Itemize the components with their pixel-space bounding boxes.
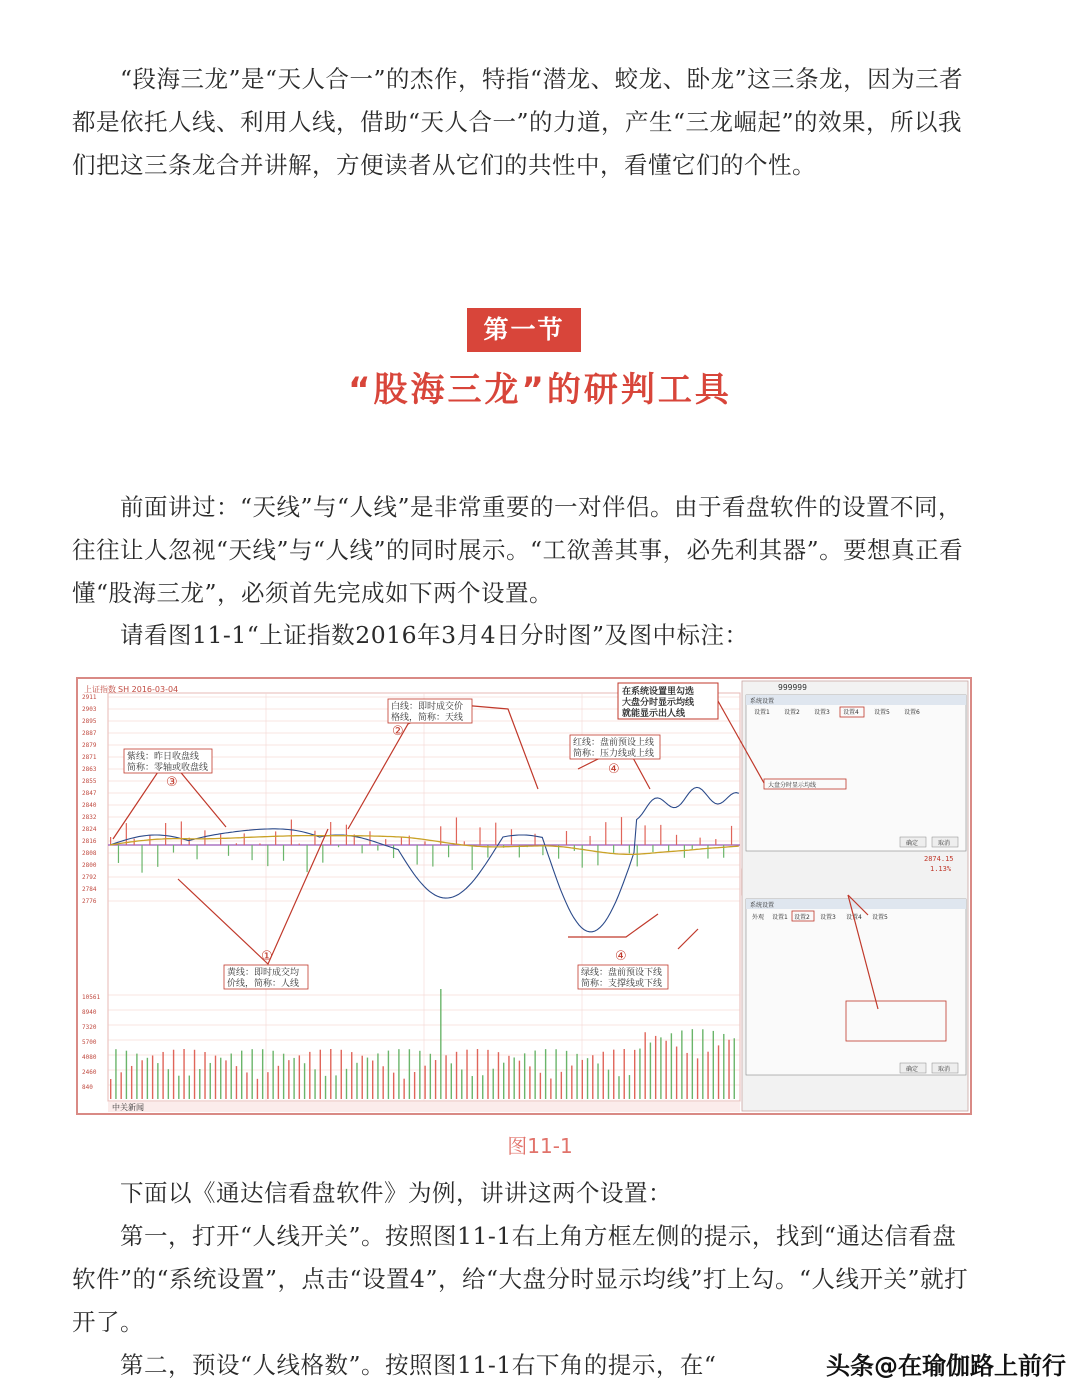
volume-bar	[697, 1058, 698, 1099]
volume-bar	[445, 1055, 446, 1099]
note-4-line-a: 红线：盘前预设上线	[573, 738, 655, 748]
note-1-number: ①	[261, 949, 273, 964]
note-4-line-b: 简称：压力线或上线	[573, 749, 655, 759]
volume-bar	[440, 989, 441, 1099]
y-tick: 2871	[82, 754, 97, 761]
volume-bar	[686, 1053, 687, 1099]
momentum-bar	[731, 826, 732, 845]
stock-code: 999999	[778, 683, 807, 692]
volume-bar	[152, 1056, 153, 1099]
volume-bar	[456, 1052, 457, 1099]
momentum-bar	[393, 845, 394, 858]
volume-bar	[183, 1049, 184, 1099]
dialog-bottom-tab[interactable]: 设置5	[872, 914, 888, 921]
dialog-top-tab[interactable]: 设置3	[814, 709, 830, 716]
y-tick: 2847	[82, 790, 97, 797]
momentum-bar	[118, 845, 119, 863]
momentum-bar	[637, 845, 638, 866]
volume-bar	[582, 1060, 583, 1099]
volume-bar	[671, 1033, 672, 1099]
hint-top-line-a: 在系统设置里勾选	[622, 687, 695, 697]
y-tick: 2832	[82, 814, 97, 821]
dialog-bottom-cancel[interactable]: 取消	[938, 1066, 951, 1073]
volume-bar	[419, 1051, 420, 1099]
side-value-2: 1.13%	[930, 865, 952, 873]
volume-bar	[629, 1075, 630, 1099]
volume-bar	[168, 1069, 169, 1099]
volume-bar	[707, 1052, 708, 1099]
note-1-line-a: 黄线：即时成交均	[227, 968, 300, 978]
y-tick: 2895	[82, 718, 97, 725]
volume-bar	[624, 1049, 625, 1099]
volume-bar	[545, 1049, 546, 1099]
volume-bar	[424, 1066, 425, 1099]
volume-bar	[314, 1069, 315, 1099]
momentum-bar	[228, 845, 229, 856]
paragraph-tools-intro: 前面讲过：“天线”与“人线”是非常重要的一对伴侣。由于看盘软件的设置不同，往往让人忽视“天线”与“人线”的同时展示。“工欲善其事，必先利其器”。要想真正看懂“股海三龙”，必须首先完成如下两个设置。	[72, 493, 964, 607]
volume-bar	[613, 1050, 614, 1099]
volume-bar	[325, 1076, 326, 1099]
volume-bar	[362, 1056, 363, 1099]
hint-top-line-b: 大盘分时显示均线	[622, 698, 695, 708]
volume-bar	[639, 1049, 640, 1099]
side-value-1: 2874.15	[924, 855, 954, 863]
volume-bar	[493, 1069, 494, 1099]
volume-bar	[262, 1049, 263, 1099]
volume-bar	[126, 1051, 127, 1099]
momentum-bar	[621, 817, 622, 845]
y-tick: 2840	[82, 802, 97, 809]
volume-bar	[309, 1052, 310, 1099]
volume-bar	[288, 1060, 289, 1099]
volume-bar	[351, 1052, 352, 1099]
momentum-bar	[511, 829, 512, 845]
volume-bar	[157, 1063, 158, 1099]
momentum-bar	[110, 837, 111, 845]
y-tick: 2792	[82, 874, 97, 881]
volume-bar	[136, 1054, 137, 1099]
volume-bar	[147, 1058, 148, 1099]
volume-bar	[644, 1032, 645, 1099]
volume-bar	[299, 1055, 300, 1099]
momentum-bar	[401, 837, 402, 845]
y-tick: 2776	[82, 898, 97, 905]
momentum-bar	[299, 844, 300, 845]
momentum-bar	[314, 831, 315, 845]
dialog-bottom-tab-active[interactable]: 设置2	[794, 914, 810, 921]
volume-bar	[498, 1052, 499, 1099]
volume-bar	[713, 1031, 714, 1099]
volume-bar	[367, 1058, 368, 1099]
volume-bar	[728, 1040, 729, 1099]
volume-bar	[267, 1072, 268, 1099]
paragraph-software-example: 下面以《通达信看盘软件》为例，讲讲这两个设置：	[120, 1179, 672, 1207]
volume-bar	[723, 1034, 724, 1099]
dialog-top-title: 系统设置	[750, 698, 775, 705]
volume-bar	[115, 1049, 116, 1099]
momentum-bar	[700, 838, 701, 845]
y-tick: 2911	[82, 694, 97, 701]
volume-bar	[225, 1060, 226, 1099]
momentum-bar	[456, 818, 457, 845]
volume-bar	[534, 1051, 535, 1099]
vol-tick: 2460	[82, 1069, 97, 1076]
volume-bar	[131, 1066, 132, 1099]
volume-bar	[576, 1054, 577, 1099]
momentum-bar	[330, 822, 331, 845]
momentum-bar	[338, 845, 339, 847]
y-tick: 2903	[82, 706, 97, 713]
volume-bar	[529, 1066, 530, 1099]
watermark	[766, 1344, 1066, 1388]
momentum-bar	[196, 845, 197, 859]
momentum-bar	[141, 845, 142, 873]
volume-bar	[251, 1049, 252, 1099]
momentum-bar	[464, 841, 465, 845]
volume-bar	[210, 1063, 211, 1099]
y-tick: 2808	[82, 850, 97, 857]
volume-bar	[524, 1053, 525, 1099]
volume-bar	[466, 1050, 467, 1099]
momentum-bar	[613, 845, 614, 853]
momentum-bar	[582, 845, 583, 868]
volume-bar	[718, 1045, 719, 1099]
dialog-bottom-tab[interactable]: 外观	[752, 914, 765, 921]
dialog-top-tab[interactable]: 设置6	[904, 709, 920, 716]
momentum-bar	[165, 823, 166, 845]
volume-bar	[451, 1063, 452, 1099]
volume-bar	[335, 1075, 336, 1099]
momentum-bar	[417, 845, 418, 865]
volume-bar	[660, 1037, 661, 1099]
note-3-line-b: 简称：零轴或收盘线	[127, 763, 209, 773]
paragraph-step-two: 第二，预设“人线格数”。按照图11-1右下角的提示，在“	[120, 1351, 717, 1379]
volume-bar	[414, 1072, 415, 1099]
note-2-number: ②	[392, 724, 404, 739]
volume-bar	[246, 1072, 247, 1099]
volume-bar	[189, 1076, 190, 1099]
momentum-bar	[597, 845, 598, 865]
momentum-bar	[589, 836, 590, 845]
volume-bar	[513, 1057, 514, 1099]
volume-bar	[194, 1050, 195, 1099]
momentum-bar	[472, 845, 473, 870]
volume-bar	[603, 1052, 604, 1099]
volume-bar	[461, 1069, 462, 1099]
momentum-bar	[424, 841, 425, 845]
momentum-bar	[283, 845, 284, 861]
y-tick: 2887	[82, 730, 97, 737]
note-5-line-a: 绿线：盘前预设下线	[581, 968, 663, 978]
volume-bar	[555, 1049, 556, 1099]
note-2-line-b: 格线，简称：天线	[391, 713, 464, 723]
volume-bar	[472, 1076, 473, 1099]
section-title: “股海三龙”的研判工具	[348, 370, 732, 410]
volume-bar	[676, 1047, 677, 1099]
volume-bar	[220, 1058, 221, 1099]
dialog-bottom-title: 系统设置	[750, 902, 775, 909]
volume-bar	[634, 1050, 635, 1099]
volume-bar	[519, 1061, 520, 1099]
volume-bar	[487, 1050, 488, 1099]
vol-tick: 4080	[82, 1054, 97, 1061]
paragraph-step-one: 第一，打开“人线开关”。按照图11-1右上角方框左侧的提示，找到“通达信看盘软件”的“系统设置”，点击“设置4”，给“大盘分时显示均线”打上勾。“人线开关”就打开了。	[72, 1222, 969, 1336]
momentum-bar	[605, 822, 606, 845]
volume-bar	[681, 1030, 682, 1099]
momentum-bar	[220, 834, 221, 845]
volume-bar	[199, 1069, 200, 1099]
volume-bar	[231, 1054, 232, 1099]
y-tick: 2816	[82, 838, 97, 845]
note-3-line-a: 紫线：昨日收盘线	[127, 752, 200, 762]
dialog-top-ok[interactable]: 确定	[906, 840, 919, 847]
momentum-bar	[291, 820, 292, 845]
watermark-handle: @在瑜伽路上前行	[874, 1352, 1066, 1380]
momentum-bar	[251, 845, 252, 860]
momentum-bar	[652, 845, 653, 852]
volume-bar	[508, 1056, 509, 1099]
volume-bar	[618, 1076, 619, 1099]
volume-bar	[278, 1066, 279, 1099]
volume-bar	[388, 1051, 389, 1099]
volume-bar	[503, 1063, 504, 1099]
volume-bar	[346, 1069, 347, 1099]
option-avg-line[interactable]: 大盘分时显示均线	[768, 782, 817, 789]
volume-bar	[608, 1070, 609, 1099]
volume-bar	[398, 1049, 399, 1099]
vol-tick: 10561	[82, 994, 101, 1001]
momentum-bar	[715, 839, 716, 845]
note-1-line-b: 价线，简称：人线	[227, 979, 300, 989]
momentum-bar	[660, 825, 661, 845]
section-badge: 第一节	[467, 308, 581, 352]
volume-bar	[173, 1050, 174, 1099]
momentum-bar	[385, 839, 386, 845]
momentum-bar	[479, 827, 480, 845]
volume-bar	[655, 1036, 656, 1099]
volume-bar	[430, 1054, 431, 1099]
momentum-bar	[322, 845, 323, 863]
momentum-bar	[362, 845, 363, 853]
momentum-bar	[204, 830, 205, 845]
volume-bar	[236, 1066, 237, 1099]
y-tick: 2855	[82, 778, 97, 785]
dialog-bottom-ok[interactable]: 确定	[906, 1066, 919, 1073]
volume-bar	[341, 1050, 342, 1099]
y-tick: 2800	[82, 862, 97, 869]
vol-tick: 8940	[82, 1009, 97, 1016]
volume-bar	[120, 1072, 121, 1099]
volume-bar	[540, 1073, 541, 1099]
figure-11-1	[76, 677, 972, 1115]
dialog-top-tab[interactable]: 设置2	[784, 709, 800, 716]
y-tick: 2863	[82, 766, 97, 773]
dialog-top-cancel[interactable]: 取消	[938, 840, 951, 847]
note-5-number: ④	[615, 949, 627, 964]
paragraph-figure-ref: 请看图11-1“上证指数2016年3月4日分时图”及图中标注：	[120, 621, 749, 649]
momentum-bar	[684, 845, 685, 858]
momentum-bar	[692, 845, 693, 849]
momentum-bar	[157, 845, 158, 867]
chart-footer: 中关新闻	[112, 1103, 144, 1112]
vol-tick: 840	[82, 1084, 93, 1091]
volume-bar	[592, 1055, 593, 1099]
volume-bar	[393, 1073, 394, 1099]
volume-bar	[110, 1079, 111, 1099]
momentum-bar	[432, 845, 433, 867]
dialog-bottom-tab[interactable]: 设置4	[846, 914, 862, 921]
momentum-bar	[566, 831, 567, 845]
volume-bar	[702, 1029, 703, 1099]
note-2-line-a: 白线：即时成交价	[391, 702, 464, 712]
volume-bar	[377, 1053, 378, 1099]
dialog-bottom-tab[interactable]: 设置3	[820, 914, 836, 921]
momentum-bar	[173, 845, 174, 853]
volume-bar	[141, 1060, 142, 1099]
momentum-bar	[369, 831, 370, 845]
momentum-bar	[676, 835, 677, 845]
volume-bar	[692, 1029, 693, 1099]
momentum-bar	[644, 825, 645, 845]
volume-bar	[356, 1063, 357, 1099]
note-5-line-b: 简称：支撑线或下线	[581, 979, 663, 989]
dialog-top-tab-active[interactable]: 设置4	[843, 709, 859, 716]
intro-paragraph: “段海三龙”是“天人合一”的杰作，特指“潜龙、蛟龙、卧龙”这三条龙，因为三者都是依托人线、利用人线，借助“天人合一”的力道，产生“三龙崛起”的效果，所以我们把这三条龙合并讲解，方便读者从它们的共性中，看懂它们的个性。	[72, 65, 964, 179]
dialog-top-tab[interactable]: 设置5	[874, 709, 890, 716]
volume-bar	[650, 1043, 651, 1099]
volume-bar	[597, 1063, 598, 1099]
volume-bar	[403, 1079, 404, 1099]
volume-bar	[435, 1060, 436, 1099]
hint-top-line-c: 就能显示出人线	[622, 709, 686, 719]
volume-bar	[215, 1056, 216, 1099]
volume-bar	[241, 1051, 242, 1099]
volume-bar	[272, 1051, 273, 1099]
y-tick: 2824	[82, 826, 97, 833]
volume-bar	[477, 1049, 478, 1099]
momentum-bar	[448, 845, 449, 857]
momentum-bar	[267, 845, 268, 866]
momentum-bar	[307, 845, 308, 872]
vol-tick: 5700	[82, 1039, 97, 1046]
volume-bar	[561, 1072, 562, 1099]
momentum-bar	[244, 833, 245, 845]
watermark-prefix: 头条	[826, 1352, 874, 1380]
momentum-bar	[181, 821, 182, 845]
svg-text:SH 2016-03-04: SH 2016-03-04	[118, 685, 179, 694]
volume-bar	[372, 1061, 373, 1099]
volume-bar	[162, 1052, 163, 1099]
volume-bar	[587, 1058, 588, 1099]
volume-bar	[571, 1066, 572, 1099]
momentum-bar	[495, 823, 496, 845]
dialog-bottom-tab[interactable]: 设置1	[772, 914, 788, 921]
volume-bar	[409, 1049, 410, 1099]
volume-bar	[304, 1063, 305, 1099]
volume-bar	[178, 1076, 179, 1099]
volume-bar	[734, 1038, 735, 1099]
momentum-bar	[534, 834, 535, 845]
vol-tick: 7320	[82, 1024, 97, 1031]
chart-header: 上证指数	[84, 685, 116, 694]
momentum-bar	[668, 845, 669, 852]
volume-bar	[293, 1058, 294, 1099]
note-4-number: ④	[608, 762, 620, 777]
momentum-bar	[259, 843, 260, 845]
volume-bar	[204, 1052, 205, 1099]
intraday-chart-figure	[78, 679, 970, 1113]
volume-bar	[566, 1051, 567, 1099]
volume-bar	[550, 1079, 551, 1099]
momentum-bar	[377, 845, 378, 851]
momentum-bar	[236, 843, 237, 845]
momentum-bar	[275, 831, 276, 845]
volume-bar	[382, 1066, 383, 1099]
y-tick: 2784	[82, 886, 97, 893]
momentum-bar	[126, 823, 127, 845]
momentum-bar	[629, 845, 630, 853]
volume-bar	[283, 1054, 284, 1099]
momentum-bar	[707, 845, 708, 859]
volume-bar	[482, 1075, 483, 1099]
volume-bar	[320, 1050, 321, 1099]
volume-bar	[330, 1049, 331, 1099]
y-tick: 2879	[82, 742, 97, 749]
volume-bar	[665, 1041, 666, 1099]
dialog-top-tab[interactable]: 设置1	[754, 709, 770, 716]
figure-caption: 图11-1	[507, 1134, 573, 1158]
note-3-number: ③	[166, 775, 178, 790]
volume-bar	[257, 1079, 258, 1099]
